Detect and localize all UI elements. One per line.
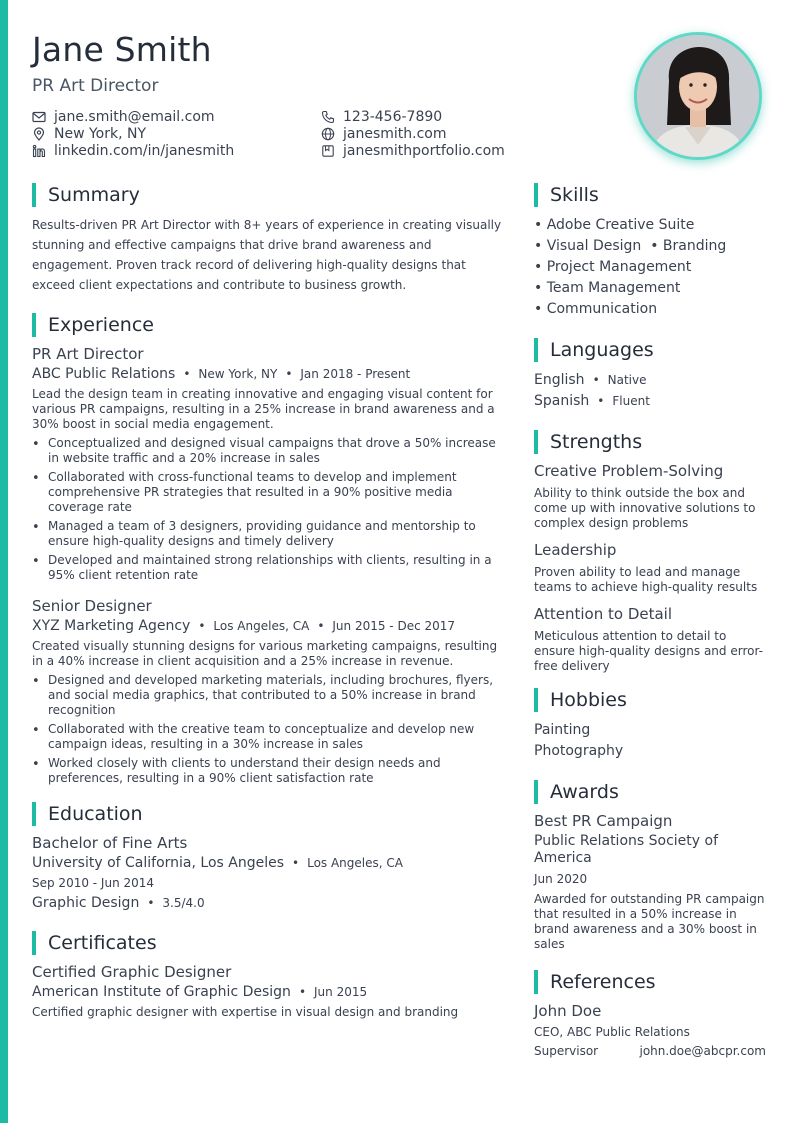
email-text: jane.smith@email.com xyxy=(54,108,215,125)
experience-heading: Experience xyxy=(32,313,504,337)
experience-section xyxy=(32,313,504,786)
job-entry xyxy=(32,597,504,786)
language-item xyxy=(534,370,766,391)
job-bullets xyxy=(32,436,504,583)
contact-portfolio[interactable] xyxy=(321,142,505,159)
separator-dot: • xyxy=(592,373,600,387)
language-level: Native xyxy=(607,373,647,387)
reference-relation: Supervisor xyxy=(534,1044,599,1058)
field-of-study: Graphic Design xyxy=(32,895,140,911)
reference-position: CEO, ABC Public Relations xyxy=(534,1025,690,1039)
job-title: Senior Designer xyxy=(32,597,152,615)
job-title: PR Art Director xyxy=(32,345,144,363)
portfolio-text: janesmithportfolio.com xyxy=(343,142,505,159)
reference-name: John Doe xyxy=(534,1002,602,1020)
certificate-issuer: American Institute of Graphic Design xyxy=(32,984,291,1000)
job-entry xyxy=(32,345,504,583)
job-meta xyxy=(32,618,504,634)
award-name: Best PR Campaign xyxy=(534,812,673,830)
accent-bar xyxy=(0,0,8,1123)
job-company: XYZ Marketing Agency xyxy=(32,618,191,634)
right-column xyxy=(534,183,766,1059)
separator-dot: • xyxy=(597,394,605,408)
separator-dot: • xyxy=(285,367,293,381)
certificate-meta xyxy=(32,984,504,1000)
job-bullet: • Managed a team of 3 designers, providing guidance and mentorship to ensure high-quality designs and timely delivery xyxy=(32,519,504,549)
education-field-row xyxy=(32,895,504,911)
award-issuer: Public Relations Society of America xyxy=(534,833,718,866)
job-bullet: • Worked closely with clients to understand their design needs and preferences, resulting in a 90% client satisfaction rate xyxy=(32,756,504,786)
job-description: Lead the design team in creating innovative and engaging visual content for various PR campaigns, resulting in a 25% increase in brand awareness and a 30% boost in social media engagement. xyxy=(32,387,495,431)
skill-row: • Visual Design • Branding xyxy=(534,238,727,254)
skill-item: • Adobe Creative Suite xyxy=(534,217,695,233)
strength-title: Attention to Detail xyxy=(534,605,673,623)
certificates-section xyxy=(32,931,504,1020)
job-bullets xyxy=(32,673,504,786)
contact-location xyxy=(32,125,234,142)
skill-item: • Communication xyxy=(534,301,658,317)
education-dates: Sep 2010 - Jun 2014 xyxy=(32,876,155,890)
languages-heading: Languages xyxy=(534,338,766,362)
summary-heading: Summary xyxy=(32,183,504,207)
job-bullet: • Designed and developed marketing materials, including brochures, flyers, and social media graphics, that contributed to a 50% increase in brand recognition xyxy=(32,673,504,718)
skill-label: Adobe Creative Suite xyxy=(546,217,695,233)
reference-email[interactable]: john.doe@abcpr.com xyxy=(639,1044,766,1058)
language-name: English xyxy=(534,372,585,388)
awards-section xyxy=(534,780,766,952)
separator-dot: • xyxy=(317,619,325,633)
linkedin-text: linkedin.com/in/janesmith xyxy=(54,142,235,159)
references-section xyxy=(534,970,766,1059)
job-location: New York, NY xyxy=(198,367,278,381)
skill-item: • Team Management xyxy=(534,280,681,296)
certificates-heading: Certificates xyxy=(32,931,504,955)
language-item xyxy=(534,391,766,412)
portfolio-icon xyxy=(321,144,335,158)
strength-description: Proven ability to lead and manage teams to achieve high-quality results xyxy=(534,565,758,594)
gpa: 3.5/4.0 xyxy=(162,896,205,910)
separator-dot: • xyxy=(183,367,191,381)
languages-section xyxy=(534,338,766,412)
language-name: Spanish xyxy=(534,393,590,409)
skill-label: Communication xyxy=(546,301,658,317)
language-level: Fluent xyxy=(612,394,650,408)
strengths-section xyxy=(534,430,766,674)
globe-icon xyxy=(321,127,335,141)
awards-heading: Awards xyxy=(534,780,766,804)
contact-column-left xyxy=(32,108,234,159)
education-heading: Education xyxy=(32,802,504,826)
separator-dot: • xyxy=(292,856,300,870)
degree-name: Bachelor of Fine Arts xyxy=(32,834,188,852)
skill-label: Team Management xyxy=(546,280,681,296)
strength-title: Leadership xyxy=(534,541,617,559)
profile-portrait-image xyxy=(637,35,759,157)
certificate-date: Jun 2015 xyxy=(314,985,368,999)
award-description: Awarded for outstanding PR campaign that resulted in a 50% increase in brand awareness and a 30% boost in sales xyxy=(534,892,765,951)
skill-label: Branding xyxy=(662,238,727,254)
linkedin-icon xyxy=(32,144,46,158)
contact-phone[interactable] xyxy=(321,108,505,125)
summary-section xyxy=(32,183,504,295)
hobbies-section xyxy=(534,688,766,762)
phone-text: 123-456-7890 xyxy=(343,108,443,125)
separator-dot: • xyxy=(198,619,206,633)
job-dates: Jun 2015 - Dec 2017 xyxy=(332,619,456,633)
education-section xyxy=(32,802,504,911)
school-location: Los Angeles, CA xyxy=(307,856,403,870)
job-dates: Jan 2018 - Present xyxy=(300,367,411,381)
skills-heading: Skills xyxy=(534,183,766,207)
strength-title: Creative Problem-Solving xyxy=(534,462,724,480)
strength-description: Ability to think outside the box and come up with innovative solutions to complex design problems xyxy=(534,486,756,530)
award-date: Jun 2020 xyxy=(534,872,588,886)
contact-website[interactable] xyxy=(321,125,505,142)
references-heading: References xyxy=(534,970,766,994)
job-bullet: • Developed and maintained strong relationships with clients, resulting in a 95% client retention rate xyxy=(32,553,504,583)
job-meta xyxy=(32,366,504,382)
hobbies-heading: Hobbies xyxy=(534,688,766,712)
skill-label: Visual Design xyxy=(546,238,642,254)
website-text: janesmith.com xyxy=(343,125,447,142)
profile-photo xyxy=(634,32,762,160)
skill-item: • Project Management xyxy=(534,259,692,275)
job-description: Created visually stunning designs for various marketing campaigns, resulting in a 40% increase in client acquisition and a 25% increase in revenue. xyxy=(32,639,498,668)
contact-linkedin[interactable] xyxy=(32,142,234,159)
contact-column-right xyxy=(321,108,505,159)
job-company: ABC Public Relations xyxy=(32,366,176,382)
job-bullet: • Collaborated with cross-functional teams to develop and implement comprehensive PR strategies that resulted in a 90% positive media coverage rate xyxy=(32,470,504,515)
separator-dot: • xyxy=(298,985,307,999)
education-meta xyxy=(32,855,504,871)
job-location: Los Angeles, CA xyxy=(213,619,310,633)
left-column xyxy=(32,183,504,1020)
contact-email[interactable] xyxy=(32,108,234,125)
candidate-name: Jane Smith xyxy=(32,30,212,69)
job-bullet: • Collaborated with the creative team to conceptualize and develop new campaign ideas, resulting in a 30% increase in sales xyxy=(32,722,504,752)
phone-icon xyxy=(321,110,335,124)
job-bullet: • Conceptualized and designed visual campaigns that drove a 50% increase in website traffic and a 20% increase in sales xyxy=(32,436,504,466)
school-name: University of California, Los Angeles xyxy=(32,855,285,871)
separator-dot: • xyxy=(147,896,155,910)
location-text: New York, NY xyxy=(54,125,147,142)
strengths-heading: Strengths xyxy=(534,430,766,454)
skills-section xyxy=(534,183,766,320)
summary-text: Results-driven PR Art Director with 8+ years of experience in creating visually stunning and effective campaigns that drive brand awareness and engagement. Proven track record of delivering high-quality designs that exceed client expectations and contribute to business growth. xyxy=(32,218,502,292)
hobby-item: Painting xyxy=(534,722,591,738)
hobby-item: Photography xyxy=(534,743,624,759)
mail-icon xyxy=(32,110,46,124)
location-pin-icon xyxy=(32,127,46,141)
reference-contact-row xyxy=(534,1044,766,1059)
certificate-name: Certified Graphic Designer xyxy=(32,963,232,981)
skill-label: Project Management xyxy=(546,259,692,275)
candidate-role: PR Art Director xyxy=(32,76,159,96)
certificate-description: Certified graphic designer with expertise in visual design and branding xyxy=(32,1005,459,1019)
strength-description: Meticulous attention to detail to ensure high-quality designs and error-free delivery xyxy=(534,629,763,673)
